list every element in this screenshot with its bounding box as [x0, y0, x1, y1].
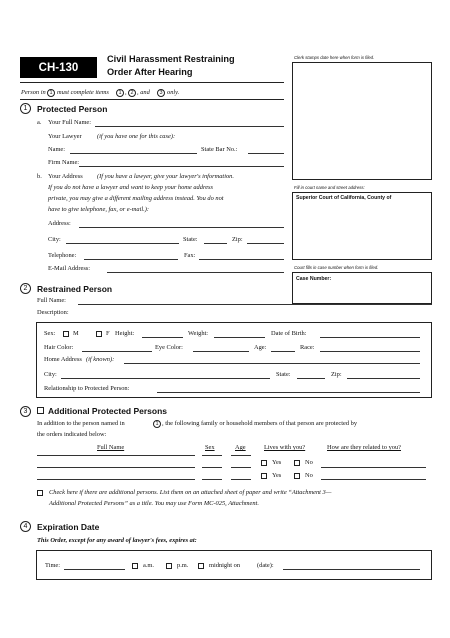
s1-address-label: Address: — [48, 220, 71, 227]
form-title-line1: Civil Harassment Restraining — [107, 54, 235, 64]
s4-midnight-checkbox[interactable] — [198, 563, 204, 569]
s2-age-field[interactable] — [271, 351, 295, 352]
section-4-title: Expiration Date — [37, 522, 100, 532]
s1-address-note3: private, you may give a different mailing address instead. You do not — [48, 195, 224, 202]
s2-height-field[interactable] — [142, 337, 183, 338]
static-text: , — [125, 89, 127, 96]
s1-email-field[interactable] — [107, 272, 284, 273]
s2-sex-m-checkbox[interactable] — [63, 331, 69, 337]
s3-col-full-name: Full Name — [97, 444, 125, 451]
s3-row2-related-field[interactable] — [321, 479, 426, 480]
s2-state-field[interactable] — [297, 378, 325, 379]
s3-row1-related-field[interactable] — [321, 467, 426, 468]
section-3-number: 3 — [20, 406, 31, 417]
s3-checkbox[interactable] — [37, 407, 44, 414]
s3-row2-sex-field[interactable] — [202, 479, 222, 480]
court-address-label: Fill in court name and street address: — [294, 185, 365, 190]
s3-row1-sex-field[interactable] — [202, 455, 222, 456]
s1-firm-name-field[interactable] — [79, 166, 284, 167]
s1-telephone-label: Telephone: — [48, 252, 77, 259]
s1-fax-label: Fax: — [184, 252, 196, 259]
s1-fax-field[interactable] — [199, 259, 284, 260]
instruction-pre: Person in — [21, 89, 46, 96]
s1-zip-label: Zip: — [232, 236, 243, 243]
s2-home-address-label: Home Address — [44, 356, 82, 363]
s3-row1-no-label: No — [305, 459, 313, 466]
section-1-number: 1 — [20, 103, 31, 114]
s2-relationship-field[interactable] — [157, 392, 420, 393]
header-rule — [20, 82, 284, 83]
s1-lawyer-note: (if you have one for this case): — [97, 133, 176, 140]
s2-zip-field[interactable] — [347, 378, 420, 379]
s2-state-label: State: — [276, 371, 291, 378]
form-id-badge — [20, 57, 97, 78]
s3-intro2: the orders indicated below: — [37, 431, 107, 438]
section-3-title: Additional Protected Persons — [48, 406, 168, 416]
case-number-label: Case Number: — [296, 276, 332, 282]
s1-state-bar-label: State Bar No.: — [201, 146, 238, 153]
court-name-field[interactable] — [292, 192, 432, 260]
s2-relationship-label: Relationship to Protected Person: — [44, 385, 130, 392]
s1-full-name-label: Your Full Name: — [48, 119, 92, 126]
s3-additional-checkbox[interactable] — [37, 490, 43, 496]
s2-sex-f-label: F — [106, 330, 110, 337]
s3-additional-note1: Check here if there are additional persons. List them on an attached sheet of paper and write “Attachment 3— — [49, 489, 332, 496]
s4-pm-label: p.m. — [177, 562, 189, 569]
s3-row2-no-label: No — [305, 472, 313, 479]
s2-age-label: Age: — [254, 344, 267, 351]
s3-intro-circle: 1 — [153, 420, 161, 428]
s3-row2-yes-checkbox[interactable] — [261, 473, 267, 479]
s3-row1-age-field[interactable] — [231, 455, 251, 456]
section-1-title: Protected Person — [37, 104, 108, 114]
s2-full-name-label: Full Name: — [37, 297, 66, 304]
s1-full-name-field[interactable] — [95, 126, 284, 127]
instruction-circle-1b: 1 — [116, 89, 124, 97]
s3-row1b-name-field[interactable] — [37, 467, 195, 468]
s2-zip-label: Zip: — [331, 371, 342, 378]
s1-lawyer-name-label: Name: — [48, 146, 66, 153]
form-title-line2: Order After Hearing — [107, 67, 193, 77]
s3-row2-age-field[interactable] — [231, 479, 251, 480]
s4-date-label: (date): — [257, 562, 274, 569]
s1-firm-name-label: Firm Name: — [48, 159, 80, 166]
s2-weight-field[interactable] — [214, 337, 265, 338]
s2-hair-field[interactable] — [82, 351, 152, 352]
s4-time-label: Time: — [45, 562, 61, 569]
s1-a-marker: a. — [37, 119, 42, 126]
instruction-end: only. — [167, 89, 180, 96]
s3-row1-no-checkbox[interactable] — [294, 460, 300, 466]
s3-intro-pre: In addition to the person named in — [37, 420, 125, 427]
s2-home-address-field[interactable] — [124, 363, 420, 364]
s1-state-label: State: — [183, 236, 198, 243]
s1-city-field[interactable] — [66, 243, 179, 244]
s1-address-note2: If you do not have a lawyer and want to keep your home address — [48, 184, 214, 191]
instruction-circle-2: 2 — [128, 89, 136, 97]
s3-additional-note2: Additional Protected Persons” as a title. You may use Form MC-025, Attachment. — [49, 500, 259, 507]
s2-dob-field[interactable] — [320, 337, 420, 338]
s1-b-marker: b. — [37, 173, 42, 180]
s4-intro: This Order, except for any award of lawyer's fees, expires at: — [37, 537, 197, 544]
s1-state-field[interactable] — [204, 243, 227, 244]
s1-city-label: City: — [48, 236, 61, 243]
s2-sex-f-checkbox[interactable] — [96, 331, 102, 337]
s2-city-label: City: — [44, 371, 57, 378]
s2-eye-field[interactable] — [193, 351, 249, 352]
s2-home-address-note: (if known): — [86, 356, 115, 363]
instruction-and: , and — [137, 89, 150, 96]
s2-weight-label: Weight: — [188, 330, 209, 337]
s3-row2-yes-label: Yes — [272, 472, 282, 479]
s1-address-heading: Your Address — [48, 173, 83, 180]
s1-address-note4: have to give telephone, fax, or e-mail.): — [48, 206, 149, 213]
s3-row1b-sex-field[interactable] — [202, 467, 222, 468]
s3-row1-yes-checkbox[interactable] — [261, 460, 267, 466]
s1-state-bar-field[interactable] — [248, 153, 284, 154]
s1-email-label: E-Mail Address: — [48, 265, 91, 272]
s1-telephone-field[interactable] — [84, 259, 178, 260]
s2-sex-m-label: M — [73, 330, 79, 337]
s2-full-name-field[interactable] — [78, 304, 432, 305]
s2-city-field[interactable] — [61, 378, 270, 379]
case-number-hint: Court fills in case number when form is filed. — [294, 265, 379, 270]
s2-dob-label: Date of Birth: — [271, 330, 307, 337]
s2-race-field[interactable] — [320, 351, 420, 352]
s3-col-related: How are they related to you? — [327, 444, 401, 451]
s4-am-checkbox[interactable] — [132, 563, 138, 569]
instruction-mid: must complete items — [57, 89, 109, 96]
s3-row1-name-field[interactable] — [37, 455, 195, 456]
s4-pm-checkbox[interactable] — [166, 563, 172, 569]
instruction-circle-3: 3 — [157, 89, 165, 97]
clerk-stamp-label: Clerk stamps date here when form is filed. — [294, 55, 375, 60]
s3-col-age: Age — [235, 444, 246, 451]
s2-height-label: Height: — [115, 330, 135, 337]
section-2-number: 2 — [20, 283, 31, 294]
s1-lawyer-name-field[interactable] — [70, 153, 197, 154]
s4-midnight-label: midnight on — [209, 562, 241, 569]
s4-time-field[interactable] — [64, 569, 125, 570]
s2-description-label: Description: — [37, 309, 69, 316]
s3-row1-yes-label: Yes — [272, 459, 282, 466]
s3-row2-name-field[interactable] — [37, 479, 195, 480]
court-name-text: Superior Court of California, County of — [296, 195, 392, 201]
s2-eye-label: Eye Color: — [155, 344, 183, 351]
s2-race-label: Race: — [300, 344, 315, 351]
case-number-field[interactable] — [292, 272, 432, 304]
s1-address-note1: (If you have a lawyer, give your lawyer's information. — [97, 173, 234, 180]
section-2-title: Restrained Person — [37, 284, 113, 294]
s1-lawyer-label: Your Lawyer — [48, 133, 82, 140]
section-4-number: 4 — [20, 521, 31, 532]
s4-am-label: a.m. — [143, 562, 155, 569]
s2-sex-label: Sex: — [44, 330, 56, 337]
s1-zip-field[interactable] — [247, 243, 284, 244]
s4-date-field[interactable] — [283, 569, 420, 570]
s3-row1b-age-field[interactable] — [231, 467, 251, 468]
clerk-stamp-box — [292, 62, 432, 180]
s3-col-lives: Lives with you? — [264, 444, 306, 451]
s1-address-field[interactable] — [79, 227, 284, 228]
instruction-circle-1: 1 — [47, 89, 55, 97]
form-id: CH-130 — [38, 61, 79, 74]
s3-intro-post: , the following family or household members of that person are protected by — [162, 420, 358, 427]
s2-hair-label: Hair Color: — [44, 344, 74, 351]
s3-col-sex: Sex — [205, 444, 215, 451]
s3-row2-no-checkbox[interactable] — [294, 473, 300, 479]
